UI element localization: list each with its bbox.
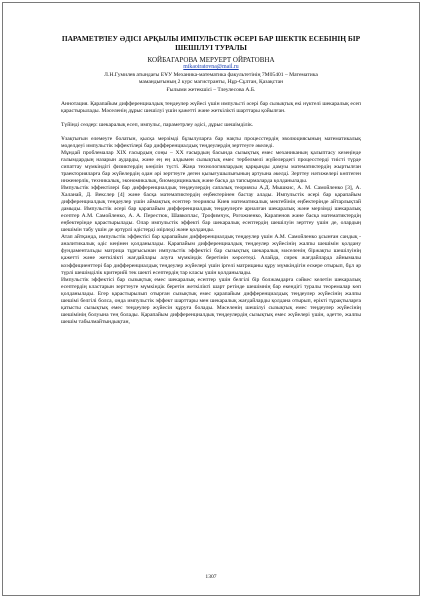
body-paragraph-4: Атап айтқанда, импульстік эффектісі бар қарапайым дифференциалдық теңдеулер үшін А.М. Самойленко ұсынған сандық - аналитикалық әдіс кеңінен қолданылады. Қарапайым дифференциалдық теңдеулер жүйесінің жалпы шешімін қолдану фундаментальды матрица тұрғысынан импульстік эффектісі бар сызықтық шекаралық мәселенің біржақты шешілуінің қажетті және жеткілікті жағдайлары алуға мүмкіндік беретінін көрсетеді. Алайда, сирек жағдайларда айнымалы коэффициенттері бар дифференциалдық теңдеулер жүйелері үшін іргелі матрицаны құру мүмкіндігін ескере отырып, бұл әр түрлі шешімділік критерийі тек шекті есептердің тар класы үшін қолданылады. <box>61 234 361 276</box>
paper-title: ПАРАМЕТРЛЕУ ӘДІСІ АРҚЫЛЫ ИМПУЛЬСТІК ӘСЕРІ БАР ШЕКТІК ЕСЕБІНІҢ БІР ШЕШІЛУІ ТУРАЛЫ <box>61 34 361 52</box>
body-paragraph-2: Мұндай проблемалар XIX ғасырдың соңы – XX ғасырдың басында сызықтық емес механиканың қалыптасу кезеңінде ғалымдардың назарын аударды, және ең ең алдымен сызықтық емес тербелмелі жүйелердегі процесстерді тиісті түрде сипаттау мүмкіндігі физиктердің көңілін түсті. Жаңа технологиялардың қарқынды дамуы математиктердің жыртылған траекторияларға бар жүйелердің одан әрі зерттеуге деген қызығушылығының артуына әкелді. Зерттеу нәтижелері көптеген инженерлік, техникалық, экономикалық, биомедициналық және басқа да тапсырмаларда қолданылады. <box>61 149 361 184</box>
supervisor-line: Ғылыми жетекшісі – Тлеулесова А.Б. <box>166 86 256 93</box>
author-email-link[interactable]: mikaoiratovna@mail.ru <box>183 64 239 71</box>
body-paragraph-5: Импульстік эффектісі бар сызықтық емес шекаралық есептер үшін белгілі бір болжамдарға сәйкес келетін шекаралық есептердің кластарын зерттеуге мүмкіндік беретін жеткілікті шарт ретінде шешімнің бар екендігі туралы теоремалар көп қолданылады. Егер қарастырылып отырған сызықтық емес қарапайым дифференциалдық теңдеулер жүйесінің жалпы шешімі белгілі болса, онда импульстік эффект шарттары мен шекаралық жағдайларды қолдана отырып, ерікті тұрақтыларға қатысты сызықтық емес теңдеулер жүйесін құруға болады. Мәселенің шешілуі сызықтық емес теңдеулер жүйесінің шешімінің болуына тең болады. Қарапайым дифференциалдық теңдеулердің сызықтық емес жүйелері үшін, әдетте, жалпы шешім табылмайтындықтан, <box>61 276 361 325</box>
document-page <box>61 34 361 594</box>
body-paragraph-3: Импульстік эффектілері бар дифференциалдық теңдеулердің сапалық теориясы А.Д. Мышкис, А. М. Самойленко [3], А. Халанай, Д. Векслер [4] және басқа математиктердің еңбектерінен бастау алады. Импульстік әсері бар қарапайым дифференциалдық теңдеулер үшін аймақтық есептер теориясы Киев математикалық мектебінің еңбектерінде айтарлықтай дамыды. Импульстік әсері бар қарапайым дифференциалдық теңдеулерге арналған шекаралық және мерзімді шекаралық есептер А.М. Самойленко, А. А. Перестюк, Шавкоплас, Трофимчук, Рогожиенко, Карапенов және басқа математиктердің еңбектерінде қарастырылады. Олар импульстік эффекті бар шекаралық есептердің шешілуін зерттеу үшін де, олардың шешімін табу үшін де әртүрлі әдістерді әзірледі және қолданды. <box>61 185 361 234</box>
body-paragraph-1: Ұзақтығын елемеуге болатын, қысқа мерзімді бұзылуларға бар нақты процесстердің эволюциясының математикалық моделдеуі импульстік эффектілері бар дифференциалдық теңдеулердің зерттеуге әкеледі. <box>61 135 361 149</box>
page-number: 1307 <box>205 574 217 580</box>
affiliation-line-2: мамандығының 2 курс магистранты, Нұр-Сұлтан, Қазақстан <box>138 79 284 86</box>
abstract: Аннотация. Қарапайым дифференциалдық теңдеулер жүйесі үшін импульсті әсері бар сызықтық екі нүктелі шекаралық есеп қарастырылады. Мәселенің дұрыс шешілуі үшін қажетті және жеткілікті шарттары қойылған. <box>61 100 361 114</box>
author-name: КОЙБАГАРОВА МЕРУЕРТ ОЙРАТОВНА <box>147 56 275 64</box>
affiliation-line-1: Л.Н.Гумилев атындағы ЕҰУ Механика-математика факультетінің 7М05401 – Математика <box>104 72 318 79</box>
keywords: Түйінді сөздер: шекаралық есеп, импульс, параметрлеу әдісі, дұрыс шешімділік. <box>61 121 254 128</box>
